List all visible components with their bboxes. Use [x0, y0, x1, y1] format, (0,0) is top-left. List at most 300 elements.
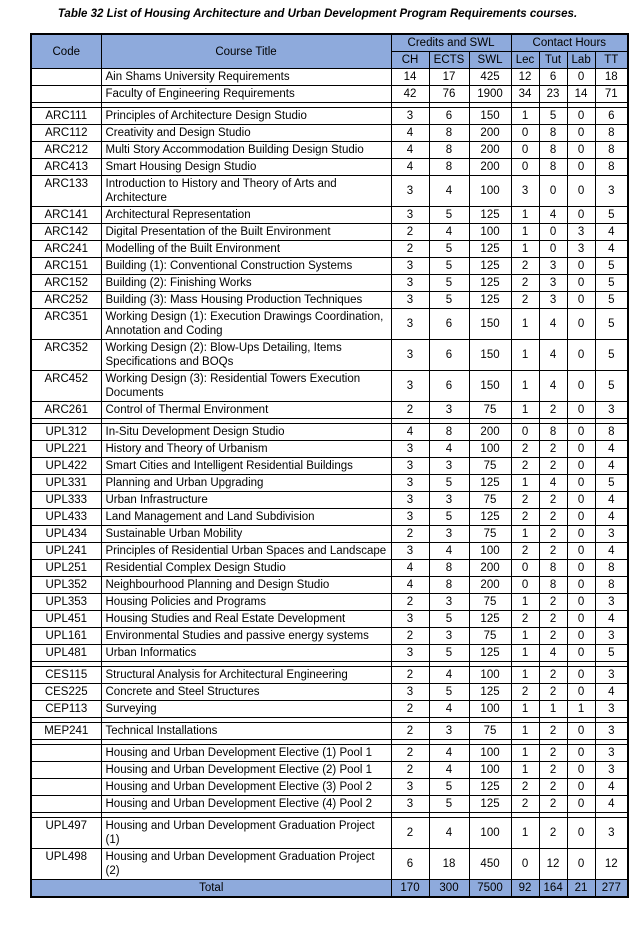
course-value: 6 — [429, 108, 469, 125]
course-value: 4 — [539, 371, 567, 402]
table-caption: Table 32 List of Housing Architecture and Urban Development Program Requirements courses. — [57, 8, 578, 20]
course-row — [31, 577, 628, 594]
course-row — [31, 701, 628, 718]
course-value: 8 — [429, 560, 469, 577]
course-code: ARC212 — [31, 142, 101, 159]
course-row — [31, 424, 628, 441]
course-value: 1 — [511, 526, 539, 543]
course-title: Multi Story Accommodation Building Design Studio — [101, 142, 391, 159]
course-value: 3 — [391, 258, 429, 275]
course-code: UPL353 — [31, 594, 101, 611]
col-header-lab: Lab — [567, 52, 595, 69]
course-value: 17 — [429, 69, 469, 86]
course-value: 425 — [469, 69, 511, 86]
course-value: 2 — [539, 543, 567, 560]
course-code: ARC112 — [31, 125, 101, 142]
course-value: 2 — [391, 241, 429, 258]
course-value: 3 — [429, 723, 469, 740]
course-title: Environmental Studies and passive energy systems — [101, 628, 391, 645]
course-value: 5 — [429, 292, 469, 309]
course-value: 0 — [567, 292, 595, 309]
course-value: 2 — [511, 611, 539, 628]
course-value: 125 — [469, 645, 511, 662]
course-value: 8 — [429, 125, 469, 142]
course-code: UPL333 — [31, 492, 101, 509]
course-code: CEP113 — [31, 701, 101, 718]
course-value: 5 — [595, 371, 628, 402]
course-value: 8 — [539, 125, 567, 142]
course-value: 2 — [391, 594, 429, 611]
course-value: 2 — [511, 684, 539, 701]
course-value: 150 — [469, 340, 511, 371]
course-value: 3 — [539, 292, 567, 309]
course-value: 5 — [595, 292, 628, 309]
course-value: 2 — [539, 667, 567, 684]
course-value: 125 — [469, 275, 511, 292]
course-code: UPL312 — [31, 424, 101, 441]
course-code — [31, 762, 101, 779]
total-value: 7500 — [469, 880, 511, 898]
course-row — [31, 275, 628, 292]
course-value: 5 — [595, 258, 628, 275]
course-value: 2 — [511, 275, 539, 292]
course-value: 3 — [391, 779, 429, 796]
course-value: 125 — [469, 611, 511, 628]
course-value: 0 — [567, 645, 595, 662]
course-title: Housing and Urban Development Elective (2) Pool 1 — [101, 762, 391, 779]
course-value: 8 — [595, 560, 628, 577]
course-title: Working Design (3): Residential Towers Execution Documents — [101, 371, 391, 402]
course-value: 23 — [539, 86, 567, 103]
course-title: Land Management and Land Subdivision — [101, 509, 391, 526]
course-value: 3 — [391, 371, 429, 402]
course-value: 75 — [469, 628, 511, 645]
course-value: 2 — [539, 723, 567, 740]
course-value: 75 — [469, 402, 511, 419]
course-value: 5 — [429, 779, 469, 796]
course-row — [31, 849, 628, 880]
course-value: 0 — [567, 577, 595, 594]
col-header-ch: CH — [391, 52, 429, 69]
course-value: 8 — [595, 125, 628, 142]
course-value: 5 — [595, 275, 628, 292]
course-value: 2 — [391, 745, 429, 762]
course-value: 0 — [567, 424, 595, 441]
course-value: 4 — [391, 424, 429, 441]
course-value: 4 — [429, 224, 469, 241]
course-value: 6 — [391, 849, 429, 880]
course-value: 100 — [469, 176, 511, 207]
header-group-row — [31, 34, 628, 52]
course-value: 2 — [391, 667, 429, 684]
course-row — [31, 594, 628, 611]
course-row — [31, 176, 628, 207]
course-value: 0 — [567, 779, 595, 796]
course-code — [31, 779, 101, 796]
course-value: 4 — [429, 745, 469, 762]
course-value: 2 — [511, 458, 539, 475]
course-value: 5 — [429, 645, 469, 662]
course-value: 18 — [429, 849, 469, 880]
course-value: 0 — [567, 371, 595, 402]
course-value: 42 — [391, 86, 429, 103]
course-value: 1 — [511, 667, 539, 684]
course-value: 3 — [391, 292, 429, 309]
course-value: 200 — [469, 125, 511, 142]
course-value: 4 — [429, 543, 469, 560]
course-value: 1 — [511, 108, 539, 125]
course-title: Housing and Urban Development Graduation Project (1) — [101, 818, 391, 849]
course-value: 3 — [391, 645, 429, 662]
course-value: 0 — [567, 762, 595, 779]
course-value: 2 — [539, 509, 567, 526]
course-code: UPL161 — [31, 628, 101, 645]
course-value: 5 — [429, 684, 469, 701]
course-row — [31, 796, 628, 813]
course-value: 2 — [539, 441, 567, 458]
course-value: 3 — [429, 526, 469, 543]
col-header-lec: Lec — [511, 52, 539, 69]
course-value: 4 — [539, 309, 567, 340]
course-value: 34 — [511, 86, 539, 103]
course-value: 5 — [595, 207, 628, 224]
course-title: Modelling of the Built Environment — [101, 241, 391, 258]
course-value: 8 — [539, 142, 567, 159]
course-value: 3 — [391, 275, 429, 292]
course-value: 2 — [391, 628, 429, 645]
course-value: 4 — [595, 441, 628, 458]
course-value: 0 — [567, 258, 595, 275]
course-value: 2 — [539, 796, 567, 813]
course-row — [31, 371, 628, 402]
course-value: 3 — [391, 796, 429, 813]
course-value: 3 — [391, 340, 429, 371]
course-value: 0 — [567, 723, 595, 740]
course-value: 200 — [469, 142, 511, 159]
total-value: 170 — [391, 880, 429, 898]
course-value: 125 — [469, 779, 511, 796]
course-value: 3 — [539, 275, 567, 292]
course-value: 3 — [595, 818, 628, 849]
course-code: ARC142 — [31, 224, 101, 241]
course-code: UPL434 — [31, 526, 101, 543]
course-value: 12 — [539, 849, 567, 880]
course-value: 1 — [511, 723, 539, 740]
course-value: 3 — [391, 458, 429, 475]
course-value: 1 — [511, 628, 539, 645]
course-value: 5 — [429, 796, 469, 813]
course-title: Residential Complex Design Studio — [101, 560, 391, 577]
course-value: 3 — [391, 543, 429, 560]
course-value: 125 — [469, 241, 511, 258]
course-value: 75 — [469, 594, 511, 611]
table-header — [31, 34, 628, 69]
program-requirements-table — [30, 33, 629, 898]
total-value: 92 — [511, 880, 539, 898]
total-value: 21 — [567, 880, 595, 898]
course-value: 8 — [429, 159, 469, 176]
course-code: UPL251 — [31, 560, 101, 577]
course-value: 5 — [595, 340, 628, 371]
course-value: 2 — [511, 796, 539, 813]
course-value: 100 — [469, 745, 511, 762]
course-title: Concrete and Steel Structures — [101, 684, 391, 701]
course-value: 2 — [539, 684, 567, 701]
course-value: 4 — [391, 159, 429, 176]
course-value: 3 — [391, 207, 429, 224]
course-value: 125 — [469, 258, 511, 275]
course-value: 2 — [391, 526, 429, 543]
course-row — [31, 723, 628, 740]
course-value: 1 — [511, 207, 539, 224]
course-title: Introduction to History and Theory of Arts and Architecture — [101, 176, 391, 207]
course-value: 2 — [511, 292, 539, 309]
course-row — [31, 526, 628, 543]
course-title: Control of Thermal Environment — [101, 402, 391, 419]
col-header-swl: SWL — [469, 52, 511, 69]
course-value: 5 — [429, 258, 469, 275]
course-value: 6 — [429, 340, 469, 371]
course-row — [31, 86, 628, 103]
course-row — [31, 108, 628, 125]
course-value: 3 — [595, 701, 628, 718]
course-row — [31, 667, 628, 684]
course-code: ARC141 — [31, 207, 101, 224]
course-value: 5 — [429, 241, 469, 258]
course-title: Neighbourhood Planning and Design Studio — [101, 577, 391, 594]
course-value: 0 — [567, 142, 595, 159]
course-value: 100 — [469, 667, 511, 684]
course-value: 0 — [511, 125, 539, 142]
course-value: 450 — [469, 849, 511, 880]
course-title: Working Design (2): Blow-Ups Detailing, Items Specifications and BOQs — [101, 340, 391, 371]
col-header-tut: Tut — [539, 52, 567, 69]
course-value: 3 — [391, 509, 429, 526]
course-value: 0 — [567, 818, 595, 849]
course-title: Digital Presentation of the Built Environment — [101, 224, 391, 241]
course-code — [31, 745, 101, 762]
course-value: 3 — [567, 224, 595, 241]
course-title: Urban Infrastructure — [101, 492, 391, 509]
course-title: Housing and Urban Development Elective (4) Pool 2 — [101, 796, 391, 813]
course-value: 2 — [539, 818, 567, 849]
total-value: 300 — [429, 880, 469, 898]
course-value: 0 — [567, 441, 595, 458]
course-value: 0 — [567, 176, 595, 207]
course-value: 76 — [429, 86, 469, 103]
course-value: 3 — [391, 684, 429, 701]
course-code — [31, 69, 101, 86]
course-value: 2 — [539, 458, 567, 475]
course-value: 4 — [539, 207, 567, 224]
course-value: 12 — [595, 849, 628, 880]
course-value: 3 — [391, 309, 429, 340]
course-value: 8 — [595, 424, 628, 441]
course-row — [31, 509, 628, 526]
course-value: 5 — [595, 309, 628, 340]
course-row — [31, 207, 628, 224]
course-value: 1 — [511, 371, 539, 402]
course-value: 3 — [391, 492, 429, 509]
course-row — [31, 125, 628, 142]
course-value: 3 — [511, 176, 539, 207]
course-title: In-Situ Development Design Studio — [101, 424, 391, 441]
course-row — [31, 258, 628, 275]
course-value: 0 — [567, 560, 595, 577]
course-value: 6 — [429, 371, 469, 402]
course-title: Principles of Architecture Design Studio — [101, 108, 391, 125]
course-title: Building (3): Mass Housing Production Techniques — [101, 292, 391, 309]
course-value: 0 — [567, 475, 595, 492]
course-row — [31, 475, 628, 492]
course-value: 0 — [567, 340, 595, 371]
course-value: 1 — [511, 645, 539, 662]
course-value: 1 — [511, 745, 539, 762]
course-code: CES225 — [31, 684, 101, 701]
course-value: 75 — [469, 723, 511, 740]
course-value: 200 — [469, 159, 511, 176]
course-value: 125 — [469, 796, 511, 813]
course-value: 2 — [511, 441, 539, 458]
course-value: 125 — [469, 509, 511, 526]
course-value: 1 — [511, 594, 539, 611]
course-value: 1 — [511, 818, 539, 849]
course-value: 1 — [511, 241, 539, 258]
course-value: 8 — [539, 577, 567, 594]
course-code: UPL451 — [31, 611, 101, 628]
course-row — [31, 779, 628, 796]
course-title: Urban Informatics — [101, 645, 391, 662]
course-value: 0 — [567, 594, 595, 611]
course-title: Smart Cities and Intelligent Residential Buildings — [101, 458, 391, 475]
course-value: 0 — [567, 125, 595, 142]
course-value: 2 — [539, 779, 567, 796]
course-value: 0 — [567, 628, 595, 645]
course-value: 1 — [567, 701, 595, 718]
course-value: 100 — [469, 441, 511, 458]
course-value: 4 — [595, 492, 628, 509]
course-value: 0 — [511, 159, 539, 176]
course-row — [31, 645, 628, 662]
course-value: 1900 — [469, 86, 511, 103]
course-value: 4 — [391, 577, 429, 594]
course-value: 2 — [539, 526, 567, 543]
course-value: 4 — [595, 779, 628, 796]
course-value: 125 — [469, 475, 511, 492]
course-title: Creativity and Design Studio — [101, 125, 391, 142]
course-value: 1 — [511, 224, 539, 241]
course-row — [31, 543, 628, 560]
table-body — [31, 69, 628, 898]
course-value: 125 — [469, 292, 511, 309]
course-value: 0 — [567, 684, 595, 701]
course-code: UPL352 — [31, 577, 101, 594]
course-value: 3 — [429, 492, 469, 509]
course-value: 5 — [429, 611, 469, 628]
course-value: 4 — [595, 684, 628, 701]
course-value: 8 — [539, 560, 567, 577]
course-value: 2 — [511, 509, 539, 526]
course-row — [31, 69, 628, 86]
course-value: 3 — [391, 108, 429, 125]
col-group-credits-swl: Credits and SWL — [391, 34, 511, 52]
course-code: ARC252 — [31, 292, 101, 309]
course-value: 2 — [391, 818, 429, 849]
course-value: 0 — [539, 241, 567, 258]
course-title: Planning and Urban Upgrading — [101, 475, 391, 492]
course-code: ARC133 — [31, 176, 101, 207]
course-value: 5 — [429, 509, 469, 526]
course-row — [31, 309, 628, 340]
course-title: Architectural Representation — [101, 207, 391, 224]
course-value: 0 — [567, 849, 595, 880]
course-code: UPL433 — [31, 509, 101, 526]
course-code: ARC151 — [31, 258, 101, 275]
course-title: Housing and Urban Development Elective (1) Pool 1 — [101, 745, 391, 762]
course-title: Building (1): Conventional Construction Systems — [101, 258, 391, 275]
course-value: 4 — [429, 441, 469, 458]
course-value: 100 — [469, 701, 511, 718]
course-value: 8 — [429, 577, 469, 594]
course-value: 200 — [469, 577, 511, 594]
course-value: 2 — [391, 402, 429, 419]
course-value: 4 — [429, 701, 469, 718]
course-value: 3 — [429, 594, 469, 611]
course-code: UPL497 — [31, 818, 101, 849]
course-title: Surveying — [101, 701, 391, 718]
course-value: 100 — [469, 762, 511, 779]
course-value: 4 — [539, 340, 567, 371]
course-value: 2 — [539, 628, 567, 645]
course-value: 3 — [595, 628, 628, 645]
course-value: 0 — [567, 69, 595, 86]
col-header-code: Code — [31, 34, 101, 69]
course-row — [31, 142, 628, 159]
course-value: 0 — [511, 424, 539, 441]
course-value: 3 — [595, 745, 628, 762]
course-value: 0 — [511, 142, 539, 159]
course-row — [31, 441, 628, 458]
course-value: 3 — [595, 176, 628, 207]
course-value: 0 — [511, 849, 539, 880]
course-row — [31, 292, 628, 309]
course-value: 1 — [511, 762, 539, 779]
course-value: 4 — [595, 509, 628, 526]
course-code: UPL241 — [31, 543, 101, 560]
course-value: 75 — [469, 492, 511, 509]
course-value: 0 — [567, 159, 595, 176]
course-value: 3 — [391, 611, 429, 628]
course-value: 0 — [567, 492, 595, 509]
course-value: 3 — [429, 458, 469, 475]
course-code: ARC413 — [31, 159, 101, 176]
course-value: 5 — [429, 207, 469, 224]
course-code: ARC241 — [31, 241, 101, 258]
course-value: 5 — [429, 275, 469, 292]
course-value: 0 — [567, 543, 595, 560]
course-value: 2 — [539, 745, 567, 762]
course-value: 8 — [595, 142, 628, 159]
course-value: 2 — [539, 594, 567, 611]
course-code: ARC111 — [31, 108, 101, 125]
course-code: UPL221 — [31, 441, 101, 458]
course-value: 0 — [539, 224, 567, 241]
course-value: 8 — [539, 424, 567, 441]
course-value: 0 — [511, 560, 539, 577]
course-value: 4 — [595, 611, 628, 628]
course-value: 4 — [595, 241, 628, 258]
course-value: 6 — [539, 69, 567, 86]
